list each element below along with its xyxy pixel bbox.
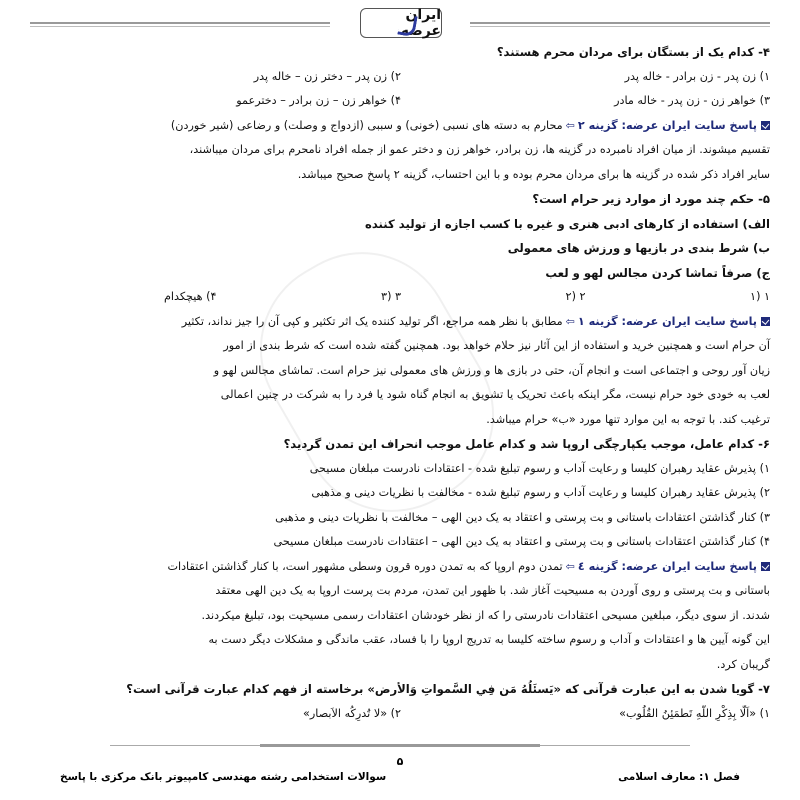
q5-item-b: ب) شرط بندی در بازیها و ورزش های معمولی — [507, 241, 770, 255]
footer-rule-thick — [260, 744, 540, 747]
question-5: ۵- حکم چند مورد از موارد زیر حرام است؟ — [532, 192, 770, 206]
q5-option-3: ۳ (۳ — [381, 290, 401, 303]
q4-option-4: ۴) خواهر زن – زن برادر – دخترعمو — [236, 94, 401, 107]
q5-options — [32, 285, 770, 310]
header-rule-right-thin — [470, 26, 770, 27]
question-6: ۶- کدام عامل، موجب یکپارچگی اروپا شد و کدام عامل موجب انحراف این تمدن گردید؟ — [283, 437, 770, 451]
q6-answer — [32, 555, 770, 580]
question-4: ۴- کدام یک از بستگان برای مردان محرم هستند؟ — [496, 45, 770, 59]
q6-answer-line: تمدن دوم اروپا که به تمدن دوره قرون وسطی مشهور است، با کنار گذاشتن اعتقادات — [167, 559, 563, 573]
arrow-left-icon: ⇦ — [565, 559, 575, 573]
footer-book-title: سوالات استخدامی رشته مهندسی کامپیوتر بانک مرکزی با پاسخ — [60, 771, 387, 783]
footer-chapter: فصل ۱: معارف اسلامی — [618, 771, 740, 783]
q5-answer-label: پاسخ سایت ایران عرضه: گزینه ۱ — [577, 314, 757, 328]
q6-option-4: ۴) کنار گذاشتن اعتقادات باستانی و بت پرستی و اعتقاد به یک دین الهی – اعتقادات نادرست مبلغان مسیحی — [273, 535, 770, 548]
q4-answer-line: تقسیم میشوند. از میان افراد نامبرده در گزینه ها، زن برادر، خواهر زن و دختر عمو از جمله افراد نامحرم برای مردان میباشند، — [189, 143, 770, 156]
q6-answer-label: پاسخ سایت ایران عرضه: گزینه ٤ — [577, 559, 757, 573]
header-rule-left — [30, 22, 330, 24]
q5-answer — [32, 310, 770, 335]
q5-option-2: ۲ (۲ — [565, 290, 586, 303]
q4-answer-label: پاسخ سایت ایران عرضه: گزینه ۲ — [577, 118, 757, 132]
q7-options — [32, 702, 770, 727]
q5-option-4: ۴) هیچکدام — [163, 290, 217, 303]
q7-option-1: ۱) «اَلّا بِذِكْرِ اللّهِ تَطمَئِنُ القُلُوب» — [619, 706, 770, 720]
checkbox-icon — [761, 121, 770, 130]
arrow-left-icon: ⇦ — [565, 118, 575, 132]
q5-answer-line: زیان آور روحی و اجتماعی است و انجام آن، حتی در بازی ها و ورزش های معمولی نیز حرام است. تماشای مجالس لهو و — [213, 363, 770, 377]
page-number: ۵ — [396, 755, 404, 768]
q4-answer — [32, 114, 770, 139]
q4-option-2: ۲) زن پدر – دختر زن – خاله پدر — [253, 69, 401, 83]
q5-answer-line: لعب به خودی خود حرام نیست، مگر اینکه باعث تحریک یا تشویق به انجام گناه شود یا فرد را به شرکت در چنین اعمالی — [220, 388, 770, 401]
question-7: ۷- گویا شدن به این عبارت قرآنی که «يَسئَلُهُ مَن فِي السَّمواتِ وَالأرض» برخاسته از فهم کدام عبارت قرآنی است؟ — [126, 682, 770, 696]
q4-options-row-2 — [32, 89, 770, 114]
q4-options-row-1 — [32, 65, 770, 90]
checkbox-icon — [761, 317, 770, 326]
q5-item-c: ج) صرفاً تماشا کردن مجالس لهو و لعب — [545, 265, 770, 280]
q6-answer-line: این گونه آیین ها و اعتقادات و آداب و رسوم ساخته کلیسا به تدریج اروپا را با فساد، عقب ماندگی و مشکلات دیگر دست به — [208, 633, 770, 646]
q7-option-2: ۲) «لا تُدرِكُه الاَبصار» — [303, 706, 401, 720]
checkbox-icon — [761, 562, 770, 571]
q5-item-a: الف) استفاده از کارهای ادبی هنری و غیره با کسب اجازه از تولید کننده — [365, 216, 770, 231]
q5-option-1: ۱ (۱ — [750, 290, 770, 303]
page-header — [30, 8, 770, 38]
header-rule-right — [470, 22, 770, 24]
q6-option-3: ۳) کنار گذاشتن اعتقادات باستانی و بت پرستی و اعتقاد به یک دین الهی – مخالفت با نظریات دینی و مذهبی — [275, 510, 770, 524]
q4-option-1: ۱) زن پدر - زن برادر - خاله پدر — [624, 69, 770, 83]
q6-option-2: ۲) پذیرش عقاید رهبران کلیسا و رعایت آداب و رسوم تبلیغ شده - مخالفت با نظریات دینی و مذهبی — [311, 486, 770, 499]
arrow-left-icon: ⇦ — [565, 314, 575, 328]
logo-text: ایران عرضه — [400, 7, 441, 39]
q4-answer-line: سایر افراد ذکر شده در گزینه ها برای مردان محرم بوده و با این احتساب، گزینه ۲ پاسخ صحیح میباشد. — [297, 167, 770, 181]
q5-answer-line: آن حرام است و همچنین خرید و استفاده از این آثار نیز حلام خواهد بود. همچنین گفته شده است که شرط بندی از امور — [223, 339, 770, 352]
q6-answer-line: گریبان کرد. — [716, 657, 770, 671]
iran-arze-logo — [360, 8, 442, 38]
q4-option-3: ۳) خواهر زن - زن پدر - خاله مادر — [614, 94, 770, 107]
q4-answer-line: محارم به دسته های نسبی (خونی) و سببی (ازدواج و وصلت) و رضاعی (شیر خوردن) — [170, 118, 563, 132]
q5-answer-line: ترغیب کند. با توجه به این موارد تنها مورد «ب» حرام میباشد. — [486, 412, 770, 426]
header-rule-left-thin — [30, 26, 330, 27]
q6-answer-line: شدند. از سوی دیگر، مبلغین مسیحی اعتقادات نادرستی را که از نظر خودشان اعتقادات رسمی مسیحیت بود، تبلیغ میکردند. — [201, 608, 770, 622]
q6-option-1: ۱) پذیرش عقاید رهبران کلیسا و رعایت آداب و رسوم تبلیغ شده - اعتقادات نادرست مبلغان مسیحی — [309, 461, 770, 475]
q5-answer-line: مطابق با نظر همه مراجع، اگر تولید کننده یک اثر تکثیر و کپی آن را جیز نداند، تکثیر — [181, 314, 563, 328]
page-content — [32, 40, 770, 726]
q6-answer-line: باستانی و بت پرستی و روی آوردن به مسیحیت آغاز شد. با ظهور این تمدن، مردم بت پرست اروپا به یک دین الهی معتقد — [215, 584, 770, 597]
